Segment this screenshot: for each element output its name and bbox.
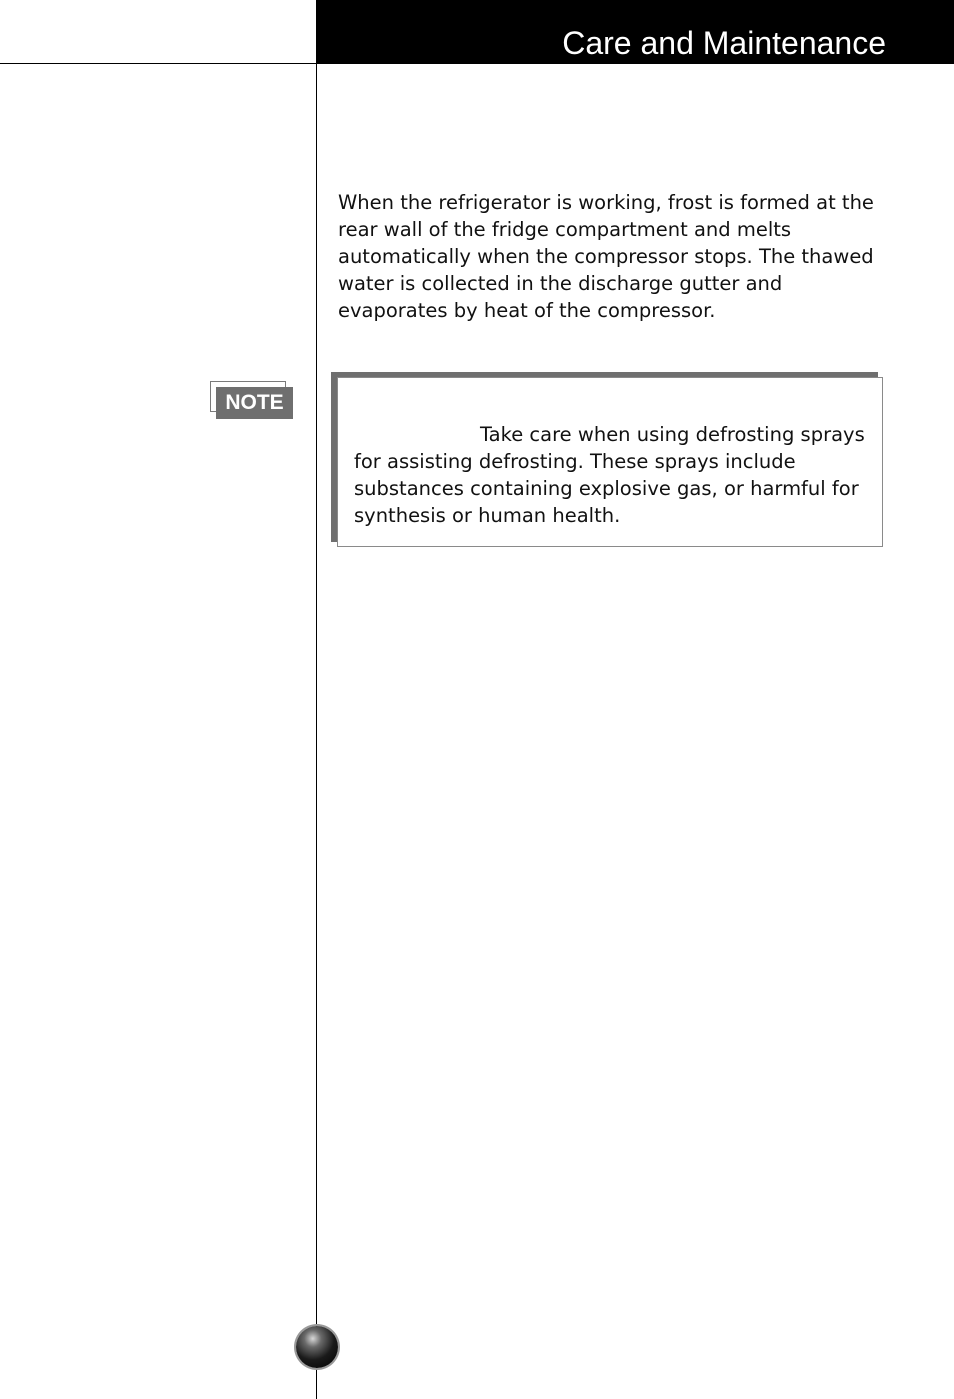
defrost-description: When the refrigerator is working, frost is formed at the rear wall of the fridge compartment and melts automatically when the compressor stops. The thawed water is collected in the discharge gutter and evaporates by heat of the compressor. <box>338 191 874 322</box>
black-sphere-icon <box>296 1326 338 1368</box>
page-title: Care and Maintenance <box>562 25 886 61</box>
note-box <box>337 377 883 547</box>
header-bar <box>316 0 954 64</box>
note-badge <box>210 381 293 419</box>
header-rule <box>0 63 318 64</box>
column-divider <box>316 0 317 1399</box>
note-text: Take care when using defrosting sprays for assisting defrosting. These sprays include substances containing explosive gas, or harmful for synthesis or human health. <box>354 423 865 527</box>
note-badge-label: NOTE <box>216 387 293 419</box>
